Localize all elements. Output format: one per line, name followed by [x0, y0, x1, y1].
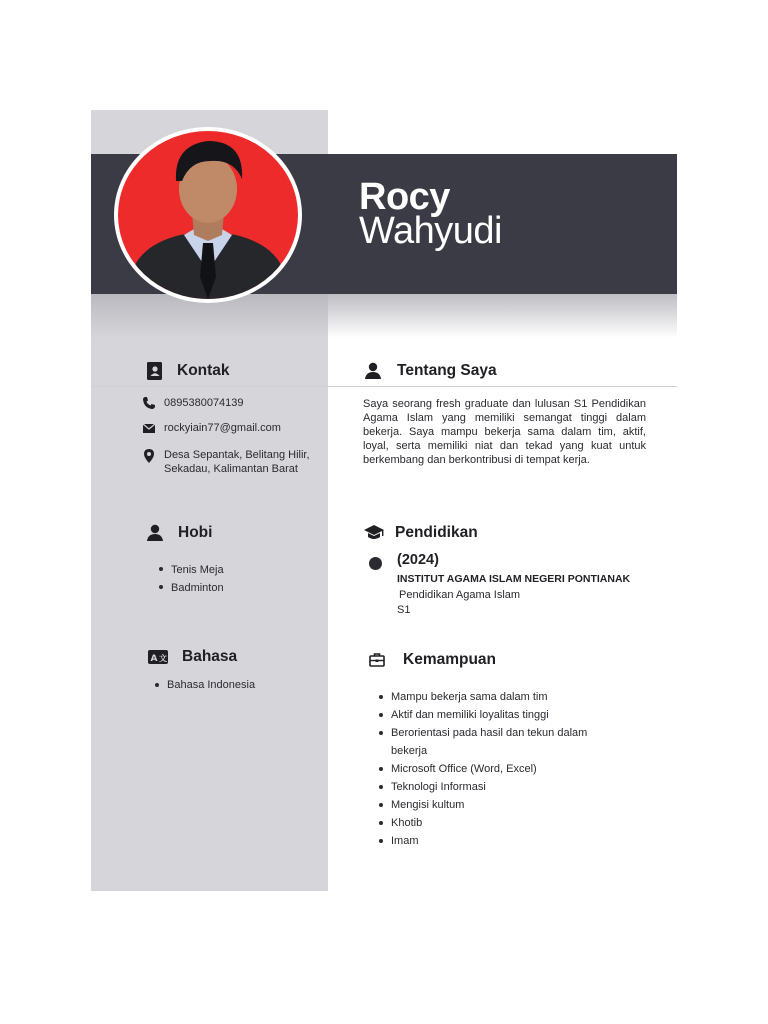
location-pin-icon — [142, 448, 156, 462]
skills-heading-label: Kemampuan — [403, 651, 497, 668]
name-first: Rocy — [359, 176, 450, 218]
education-major: Pendidikan Agama Islam — [399, 589, 521, 601]
education-institution: INSTITUT AGAMA ISLAM NEGERI PONTIANAK — [397, 573, 631, 585]
email-text: rockyiain77@gmail.com — [164, 422, 281, 434]
section-divider — [91, 386, 677, 387]
education-degree: S1 — [397, 604, 411, 616]
banner-shadow — [91, 294, 677, 338]
list-item: Microsoft Office (Word, Excel) — [379, 760, 629, 778]
briefcase-icon — [369, 652, 385, 668]
profile-photo — [114, 127, 302, 303]
about-text: Saya seorang fresh graduate dan lulusan S1 Pendidikan Agama Islam yang memiliki semangat tinggi dalam bekerja. Saya mampu bekerja sama dalam tim, aktif, loyal, serta memiliki niat dan tekad yang kuat untuk berkembang dan berkontribusi di tempat kerja. — [363, 398, 646, 466]
language-list — [155, 677, 255, 693]
translate-icon — [147, 647, 169, 667]
svg-text:文: 文 — [159, 654, 167, 663]
education-year: (2024) — [397, 552, 439, 568]
contact-address — [142, 448, 322, 476]
list-item: Mampu bekerja sama dalam tim — [379, 688, 629, 706]
list-item: Bahasa Indonesia — [155, 677, 255, 693]
list-item: Tenis Meja — [159, 561, 224, 579]
contact-book-icon — [145, 361, 165, 381]
about-heading — [363, 361, 497, 381]
language-heading-label: Bahasa — [182, 648, 238, 665]
list-item: Khotib — [379, 814, 629, 832]
name-last: Wahyudi — [359, 210, 502, 252]
hobby-heading-label: Hobi — [178, 524, 213, 541]
contact-heading-label: Kontak — [177, 362, 230, 379]
person-icon — [363, 361, 383, 381]
list-item: Badminton — [159, 579, 224, 597]
skills-list — [379, 688, 629, 850]
list-item: Teknologi Informasi — [379, 778, 629, 796]
list-item: Imam — [379, 832, 629, 850]
person-icon — [145, 523, 165, 543]
list-item: Mengisi kultum — [379, 796, 629, 814]
education-heading-label: Pendidikan — [395, 524, 478, 541]
about-heading-label: Tentang Saya — [397, 362, 497, 379]
language-heading — [147, 647, 237, 667]
phone-text: 0895380074139 — [164, 397, 244, 409]
list-item: Berorientasi pada hasil dan tekun dalam bekerja — [379, 724, 616, 760]
address-text: Desa Sepantak, Belitang Hilir, Sekadau, Kalimantan Barat — [164, 449, 310, 475]
education-heading — [363, 523, 478, 543]
phone-icon — [142, 396, 156, 410]
hobby-list — [159, 561, 224, 597]
contact-phone — [142, 396, 322, 410]
contact-heading — [145, 361, 230, 381]
envelope-icon — [142, 421, 156, 435]
list-item: Aktif dan memiliki loyalitas tinggi — [379, 706, 629, 724]
contact-email — [142, 421, 322, 435]
skills-heading — [369, 651, 496, 669]
svg-text:A: A — [150, 654, 158, 664]
graduation-cap-icon — [363, 523, 385, 543]
timeline-dot — [369, 557, 382, 570]
hobby-heading — [145, 523, 212, 543]
